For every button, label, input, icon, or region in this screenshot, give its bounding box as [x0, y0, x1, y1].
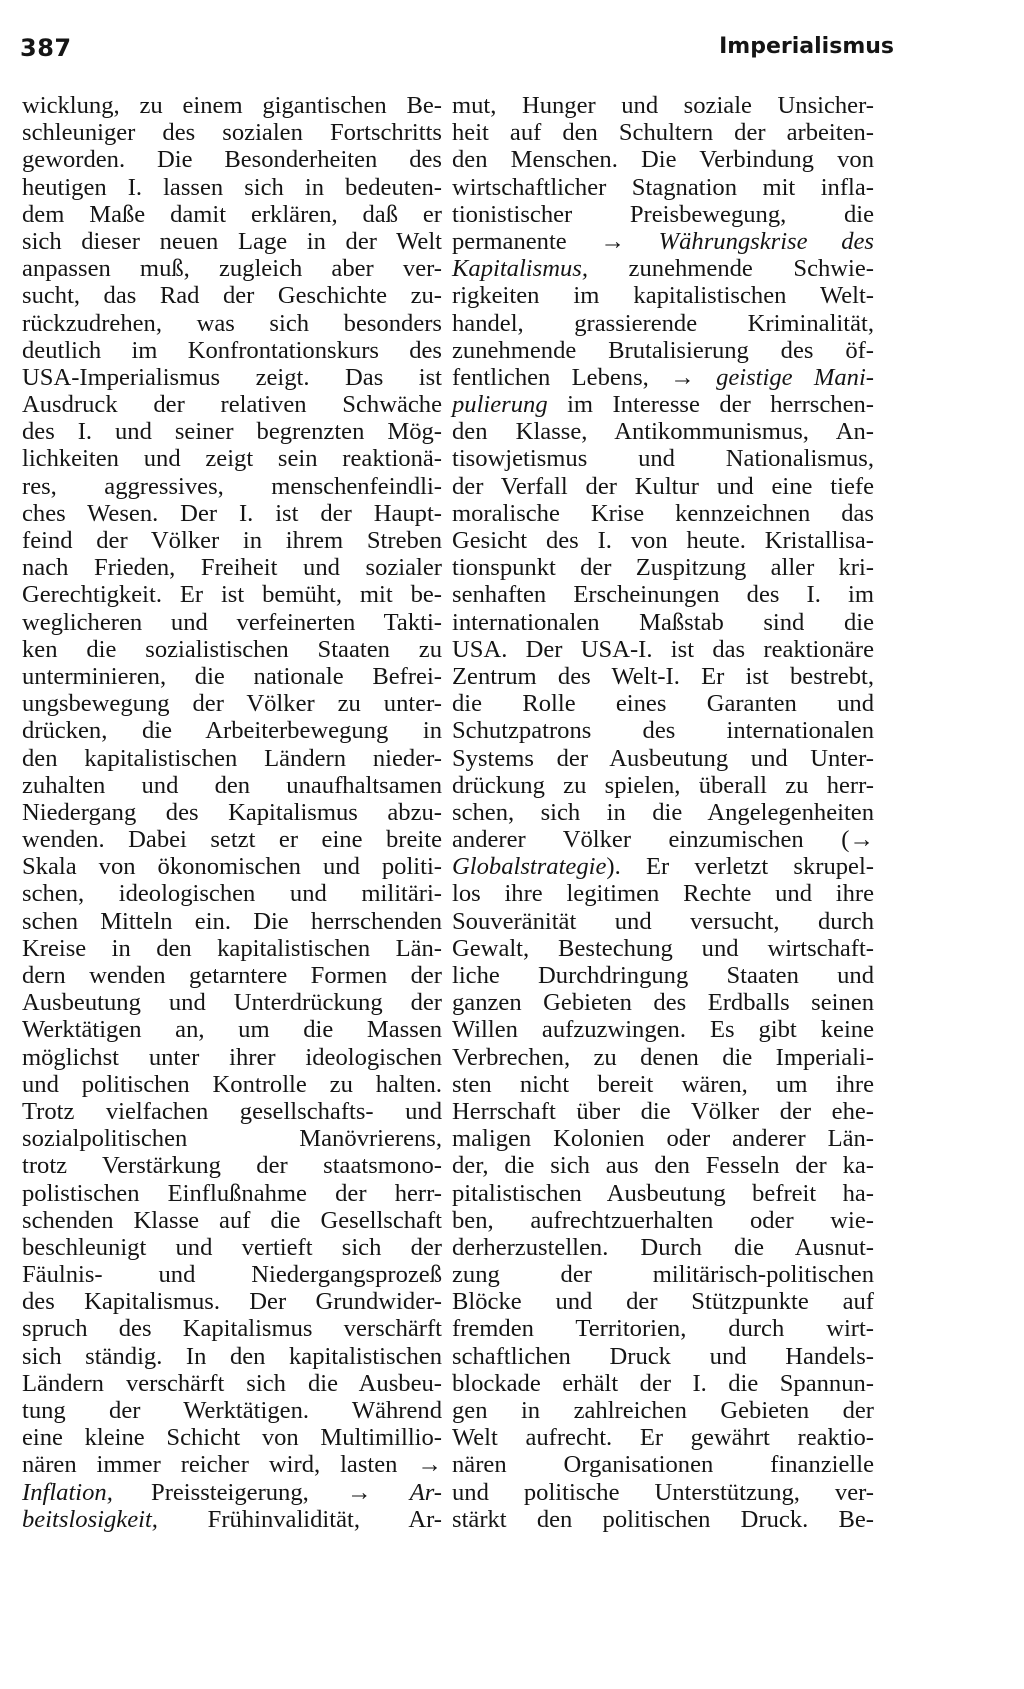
text-line	[452, 935, 874, 962]
text-line	[452, 853, 874, 880]
text-segment: Systems der Ausbeutung und Unter-	[452, 744, 874, 772]
text-segment: res, aggressives, menschenfeindli-	[22, 472, 442, 500]
text-line	[452, 826, 874, 853]
text-segment: zunehmende Schwie-	[587, 255, 874, 283]
text-segment: permanente →	[452, 227, 659, 255]
text-line	[452, 255, 874, 282]
text-segment: Ausdruck der relativen Schwäche	[22, 391, 442, 419]
text-segment: nären immer reicher wird, lasten →	[22, 1451, 442, 1479]
cross-reference-term: beitslosigkeit,	[22, 1505, 158, 1533]
text-segment: tung der Werktätigen. Während	[22, 1397, 442, 1424]
cross-reference-term: Globalstrategie	[452, 853, 607, 881]
text-line	[22, 146, 442, 173]
text-segment: ken die sozialistischen Staaten zu	[22, 635, 442, 663]
text-line	[22, 1152, 442, 1179]
cross-reference-term: Inflation,	[22, 1478, 113, 1506]
text-segment: und politische Unterstützung, ver-	[452, 1478, 874, 1506]
text-line	[452, 717, 874, 744]
text-column-left	[22, 92, 442, 1533]
text-line	[452, 1451, 874, 1478]
text-line	[22, 962, 442, 989]
text-line	[452, 1180, 874, 1207]
text-line	[452, 92, 874, 119]
text-segment: Souveränität und versucht, durch	[452, 907, 874, 935]
text-line	[452, 554, 874, 581]
text-line	[452, 445, 874, 472]
text-line	[22, 1098, 442, 1125]
text-segment: Trotz vielfachen gesellschafts- und	[22, 1097, 442, 1125]
text-segment: Ländern verschärft sich die Ausbeu-	[22, 1369, 442, 1397]
text-line	[452, 418, 874, 445]
text-segment: dem Maße damit erklären, daß er	[22, 200, 442, 228]
text-segment: Schutzpatrons des internationalen	[452, 717, 874, 745]
text-segment: wirtschaftlicher Stagnation mit infla-	[452, 173, 874, 201]
text-line	[22, 445, 442, 472]
text-line	[452, 282, 874, 309]
text-segment: sozialpolitischen Manövrierens,	[22, 1125, 442, 1153]
text-segment: den Klasse, Antikommunismus, An-	[452, 418, 874, 446]
text-segment: polistischen Einflußnahme der herr-	[22, 1179, 442, 1207]
text-segment: gen in zahlreichen Gebieten der	[452, 1397, 874, 1424]
text-line	[22, 799, 442, 826]
text-line	[22, 880, 442, 907]
text-segment: schaftlichen Druck und Handels-	[452, 1342, 874, 1370]
text-segment: schenden Klasse auf die Gesellschaft	[22, 1206, 442, 1234]
text-segment: Kreise in den kapitalistischen Län-	[22, 934, 442, 962]
text-segment: senhaften Erscheinungen des I. im	[452, 581, 874, 609]
text-line	[22, 1343, 442, 1370]
text-segment: die Rolle eines Garanten und	[452, 690, 874, 718]
text-segment: heutigen I. lassen sich in bedeuten-	[22, 173, 442, 201]
text-line	[452, 880, 874, 907]
text-line	[22, 826, 442, 853]
text-line	[452, 174, 874, 201]
text-segment: Skala von ökonomischen und politi-	[22, 853, 442, 881]
text-line	[452, 1261, 874, 1288]
text-line	[22, 1071, 442, 1098]
text-segment: unterminieren, die nationale Befrei-	[22, 662, 442, 690]
text-segment: Gerechtigkeit. Er ist bemüht, mit be-	[22, 581, 442, 609]
page-header	[0, 34, 1024, 74]
text-line	[452, 1071, 874, 1098]
text-segment: dern wenden getarntere Formen der	[22, 962, 442, 989]
text-line	[452, 799, 874, 826]
text-segment: weglicheren und verfeinerten Takti-	[22, 608, 442, 636]
text-line	[22, 636, 442, 663]
cross-reference-term: geistige Mani-	[716, 363, 874, 391]
text-line	[22, 745, 442, 772]
text-line	[22, 1397, 442, 1424]
text-line	[22, 473, 442, 500]
text-line	[452, 1098, 874, 1125]
text-line	[452, 119, 874, 146]
text-line	[22, 1479, 442, 1506]
text-line	[22, 1451, 442, 1478]
text-segment: ). Er verletzt skrupel-	[606, 853, 874, 881]
text-segment: geworden. Die Besonderheiten des	[22, 146, 442, 174]
text-segment: liche Durchdringung Staaten und	[452, 962, 874, 989]
text-line	[452, 1370, 874, 1397]
text-line	[452, 1288, 874, 1315]
text-segment: Werktätigen an, um die Massen	[22, 1016, 442, 1044]
text-line	[22, 282, 442, 309]
text-segment: beschleunigt und vertieft sich der	[22, 1233, 442, 1261]
text-segment: sten nicht bereit wären, um ihre	[452, 1070, 874, 1098]
text-segment: schleuniger des sozialen Fortschritts	[22, 119, 442, 147]
text-segment: derherzustellen. Durch die Ausnut-	[452, 1233, 874, 1261]
cross-reference-term: Währungskrise des	[658, 227, 874, 255]
text-line	[22, 1044, 442, 1071]
text-line	[452, 989, 874, 1016]
text-segment: Herrschaft über die Völker der ehe-	[452, 1097, 874, 1125]
text-line	[452, 1044, 874, 1071]
text-segment: Ausbeutung und Unterdrückung der	[22, 989, 442, 1017]
text-segment: drücken, die Arbeiterbewegung in	[22, 717, 442, 745]
text-line	[22, 500, 442, 527]
text-segment: trotz Verstärkung der staatsmono-	[22, 1152, 442, 1180]
text-segment: und politischen Kontrolle zu halten.	[22, 1070, 442, 1098]
text-column-right	[452, 92, 874, 1533]
text-segment: zunehmende Brutalisierung des öf-	[452, 336, 874, 364]
text-segment: USA-Imperialismus zeigt. Das ist	[22, 363, 442, 391]
text-segment: zung der militärisch-politischen	[452, 1261, 874, 1289]
text-line	[452, 1207, 874, 1234]
text-line	[452, 663, 874, 690]
text-line	[452, 908, 874, 935]
text-line	[22, 92, 442, 119]
text-segment: schen, sich in die Angelegenheiten	[452, 798, 874, 826]
text-segment: im Interesse der herrschen-	[547, 391, 874, 419]
text-line	[452, 1397, 874, 1424]
text-line	[22, 310, 442, 337]
text-line	[22, 581, 442, 608]
text-line	[452, 1315, 874, 1342]
text-segment: tionspunkt der Zuspitzung aller kri-	[452, 554, 874, 582]
text-segment: lichkeiten und zeigt sein reaktionä-	[22, 445, 442, 473]
text-segment: stärkt den politischen Druck. Be-	[452, 1505, 874, 1533]
text-line	[22, 717, 442, 744]
text-line	[452, 1125, 874, 1152]
text-segment: spruch des Kapitalismus verschärft	[22, 1315, 442, 1343]
text-line	[452, 527, 874, 554]
text-line	[22, 554, 442, 581]
text-segment: den Menschen. Die Verbindung von	[452, 146, 874, 174]
text-segment: fentlichen Lebens, →	[452, 363, 717, 391]
text-line	[22, 1424, 442, 1451]
running-head: Imperialismus	[719, 34, 894, 59]
cross-reference-term: pulierung	[452, 391, 548, 419]
text-segment: drückung zu spielen, überall zu herr-	[452, 771, 874, 799]
text-line	[22, 201, 442, 228]
text-line	[452, 1506, 874, 1533]
text-segment: USA. Der USA-I. ist das reaktionäre	[452, 635, 874, 663]
text-line	[22, 1315, 442, 1342]
text-line	[22, 1506, 442, 1533]
text-segment: Welt aufrecht. Er gewährt reaktio-	[452, 1424, 874, 1452]
text-line	[22, 1180, 442, 1207]
text-segment: Verbrechen, zu denen die Imperiali-	[452, 1043, 874, 1071]
text-line	[22, 1261, 442, 1288]
text-segment: wicklung, zu einem gigantischen Be-	[22, 92, 442, 119]
text-segment: blockade erhält der I. die Spannun-	[452, 1369, 874, 1397]
text-line	[22, 772, 442, 799]
text-line	[22, 391, 442, 418]
text-segment: Gesicht des I. von heute. Kristallisa-	[452, 527, 874, 554]
text-segment: heit auf den Schultern der arbeiten-	[452, 119, 874, 147]
text-line	[22, 853, 442, 880]
text-line	[22, 255, 442, 282]
text-segment: maligen Kolonien oder anderer Län-	[452, 1125, 874, 1153]
text-segment: los ihre legitimen Rechte und ihre	[452, 880, 874, 908]
text-line	[22, 989, 442, 1016]
text-line	[452, 201, 874, 228]
text-line	[22, 609, 442, 636]
text-segment: sich ständig. In den kapitalistischen	[22, 1342, 442, 1370]
text-line	[22, 1016, 442, 1043]
text-line	[22, 908, 442, 935]
text-line	[452, 391, 874, 418]
text-line	[452, 228, 874, 255]
text-line	[452, 310, 874, 337]
text-segment: handel, grassierende Kriminalität,	[452, 309, 874, 337]
text-line	[452, 581, 874, 608]
text-segment: tionistischer Preisbewegung, die	[452, 200, 874, 228]
text-line	[452, 500, 874, 527]
text-segment: tisowjetismus und Nationalismus,	[452, 445, 874, 473]
text-line	[22, 119, 442, 146]
page-number: 387	[20, 34, 72, 62]
text-line	[22, 228, 442, 255]
text-segment: fremden Territorien, durch wirt-	[452, 1315, 874, 1343]
text-segment: sich dieser neuen Lage in der Welt	[22, 227, 442, 255]
text-segment: eine kleine Schicht von Multimillio-	[22, 1424, 442, 1452]
text-segment: Niedergang des Kapitalismus abzu-	[22, 798, 442, 826]
text-segment: moralische Krise kennzeichnen das	[452, 499, 874, 527]
text-segment: des I. und seiner begrenzten Mög-	[22, 418, 442, 446]
text-line	[452, 1152, 874, 1179]
text-line	[22, 935, 442, 962]
text-segment: den kapitalistischen Ländern nieder-	[22, 744, 442, 772]
text-line	[452, 690, 874, 717]
text-segment: feind der Völker in ihrem Streben	[22, 527, 442, 554]
text-line	[452, 636, 874, 663]
text-line	[22, 1288, 442, 1315]
text-segment: ben, aufrechtzuerhalten oder wie-	[452, 1206, 874, 1234]
text-segment: ches Wesen. Der I. ist der Haupt-	[22, 499, 442, 527]
text-segment: Gewalt, Bestechung und wirtschaft-	[452, 934, 874, 962]
text-line	[22, 1234, 442, 1261]
text-line	[22, 527, 442, 554]
text-segment: Willen aufzuzwingen. Es gibt keine	[452, 1016, 874, 1044]
text-line	[22, 364, 442, 391]
text-segment: internationalen Maßstab sind die	[452, 608, 874, 636]
text-line	[452, 962, 874, 989]
text-segment: pitalistischen Ausbeutung befreit ha-	[452, 1179, 874, 1207]
text-line	[22, 174, 442, 201]
text-line	[452, 473, 874, 500]
text-line	[22, 1207, 442, 1234]
text-segment: des Kapitalismus. Der Grundwider-	[22, 1288, 442, 1316]
text-segment: Fäulnis- und Niedergangsprozeß	[22, 1261, 442, 1289]
text-segment: anderer Völker einzumischen (→	[452, 826, 874, 854]
text-segment: rückzudrehen, was sich besonders	[22, 309, 442, 337]
text-line	[22, 690, 442, 717]
text-line	[22, 1370, 442, 1397]
text-segment: möglichst unter ihrer ideologischen	[22, 1043, 442, 1071]
text-segment: Blöcke und der Stützpunkte auf	[452, 1288, 874, 1316]
cross-reference-term: Kapitalismus,	[452, 255, 588, 283]
text-line	[22, 663, 442, 690]
text-segment: zuhalten und den unaufhaltsamen	[22, 771, 442, 799]
text-line	[452, 146, 874, 173]
text-line	[452, 337, 874, 364]
text-segment: wenden. Dabei setzt er eine breite	[22, 826, 442, 854]
text-segment: schen, ideologischen und militäri-	[22, 880, 442, 908]
text-line	[452, 1479, 874, 1506]
text-segment: rigkeiten im kapitalistischen Welt-	[452, 282, 874, 310]
text-segment: schen Mitteln ein. Die herrschenden	[22, 907, 442, 935]
text-segment: nach Frieden, Freiheit und sozialer	[22, 554, 442, 582]
text-segment: Zentrum des Welt-I. Er ist bestrebt,	[452, 662, 874, 690]
text-line	[452, 1016, 874, 1043]
text-segment: anpassen muß, zugleich aber ver-	[22, 255, 442, 283]
text-segment: Frühinvalidität, Ar-	[157, 1505, 442, 1533]
text-line	[22, 418, 442, 445]
text-line	[452, 1343, 874, 1370]
text-line	[452, 745, 874, 772]
text-line	[452, 609, 874, 636]
text-line	[452, 1424, 874, 1451]
text-line	[22, 337, 442, 364]
text-segment: mut, Hunger und soziale Unsicher-	[452, 92, 874, 119]
text-line	[452, 1234, 874, 1261]
cross-reference-term: Ar-	[409, 1478, 442, 1506]
text-line	[452, 364, 874, 391]
text-segment: nären Organisationen finanzielle	[452, 1451, 874, 1479]
text-segment: der, die sich aus den Fesseln der ka-	[452, 1152, 874, 1180]
text-line	[452, 772, 874, 799]
text-segment: ungsbewegung der Völker zu unter-	[22, 690, 442, 718]
text-segment: sucht, das Rad der Geschichte zu-	[22, 282, 442, 310]
text-segment: Preissteigerung, →	[112, 1478, 410, 1506]
text-line	[22, 1125, 442, 1152]
text-segment: ganzen Gebieten des Erdballs seinen	[452, 989, 874, 1017]
text-segment: deutlich im Konfrontationskurs des	[22, 336, 442, 364]
text-segment: der Verfall der Kultur und eine tiefe	[452, 472, 874, 500]
